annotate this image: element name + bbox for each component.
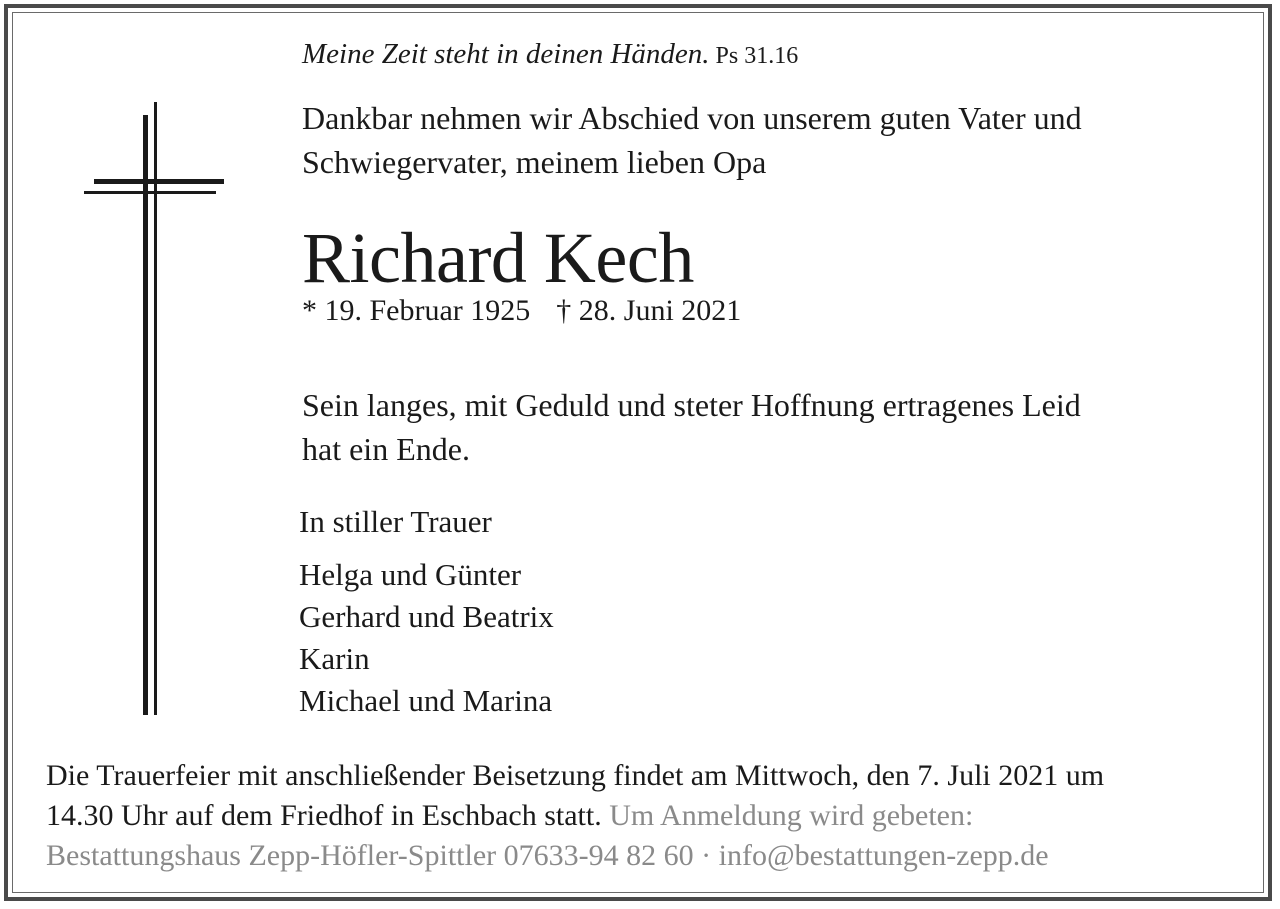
- deceased-name: Richard Kech: [302, 218, 694, 298]
- funeral-line: Die Trauerfeier mit anschließender Beisetzung findet am Mittwoch, den 7. Juli 2021 um: [46, 759, 1105, 792]
- verse-line: hat ein Ende.: [302, 431, 470, 467]
- motto-quote: Meine Zeit steht in deinen Händen.: [302, 38, 710, 70]
- birth-date: * 19. Februar 1925: [302, 294, 531, 327]
- verse-text: [302, 383, 1081, 471]
- mourner-item: Michael und Marina: [299, 683, 553, 718]
- mourner-item: Karin: [299, 641, 370, 676]
- intro-text: [302, 96, 1082, 184]
- mourner-item: Gerhard und Beatrix: [299, 599, 554, 634]
- verse-line: Sein langes, mit Geduld und steter Hoffnung ertragenes Leid: [302, 387, 1081, 423]
- funeral-line: [46, 796, 1104, 836]
- intro-line: Schwiegervater, meinem lieben Opa: [302, 144, 767, 180]
- intro-line: Dankbar nehmen wir Abschied von unserem guten Vater und: [302, 100, 1082, 136]
- mourners-list: [299, 554, 554, 722]
- funeral-notice: [46, 756, 1104, 876]
- motto-reference: Ps 31.16: [715, 43, 799, 69]
- life-dates: [302, 296, 741, 326]
- death-date: † 28. Juni 2021: [556, 294, 742, 327]
- mourning-label: In stiller Trauer: [299, 504, 492, 539]
- mourner-item: Helga und Günter: [299, 557, 522, 592]
- funeral-home-contact: Bestattungshaus Zepp-Höfler-Spittler 07633-94 82 60 · info@bestattungen-zepp.de: [46, 839, 1049, 872]
- bible-motto: [302, 40, 798, 69]
- cross-icon: [80, 100, 230, 720]
- registration-note: Um Anmeldung wird gebeten:: [609, 799, 974, 832]
- funeral-location: 14.30 Uhr auf dem Friedhof in Eschbach statt.: [46, 799, 602, 832]
